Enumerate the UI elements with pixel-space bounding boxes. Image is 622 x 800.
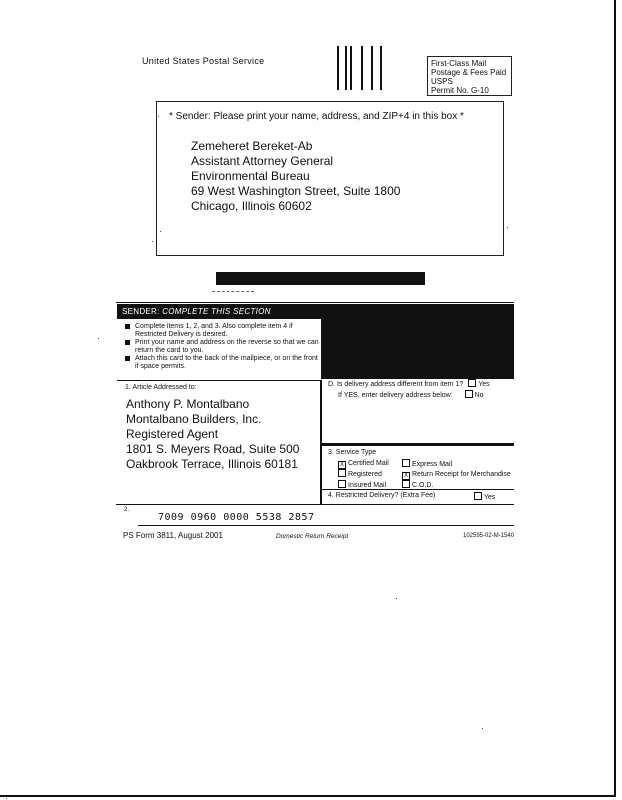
delivery-question-text: D. Is delivery address different from item 1? (328, 381, 464, 388)
registered-label: Registered (348, 471, 382, 478)
divider (117, 380, 321, 381)
express-label: Express Mail (412, 461, 453, 468)
insured-checkbox[interactable] (338, 480, 346, 488)
fold-marks (212, 291, 254, 293)
scan-speck (482, 728, 483, 729)
divider-bold (322, 443, 514, 446)
instruction-item: Attach this card to the back of the mailpiece, or on the front if space permits. (125, 355, 321, 371)
delivery-question (328, 379, 514, 401)
permit-box (427, 56, 512, 96)
delivery-if-yes-row (328, 390, 514, 401)
recipient-line: Registered Agent (126, 427, 219, 441)
return-receipt-checkbox[interactable]: X (403, 473, 408, 479)
restricted-yes-checkbox[interactable] (474, 492, 482, 500)
delivery-section-black (321, 304, 514, 379)
section-header-italic: COMPLETE THIS SECTION (162, 307, 271, 316)
restricted-yes-option (471, 492, 495, 501)
return-receipt-label: Return Receipt for Merchandise (412, 471, 511, 478)
instruction-item: Complete items 1, 2, and 3. Also complete item 4 if Restricted Delivery is desired. (125, 323, 321, 339)
facing-id-mark (335, 46, 383, 90)
article-label: 1. Article Addressed to: (125, 384, 197, 391)
insured-label: Insured Mail (348, 482, 387, 489)
permit-line: USPS (431, 77, 453, 86)
redaction-bar (216, 272, 425, 285)
usps-title: United States Postal Service (142, 56, 265, 66)
no-label: No (474, 392, 484, 399)
yes-label: Yes (478, 381, 490, 388)
form-title: Domestic Return Receipt (276, 533, 349, 540)
article-number: 7009 0960 0000 5538 2857 (158, 512, 315, 523)
recipient-line: 1801 S. Meyers Road, Suite 500 (126, 442, 300, 456)
divider (138, 525, 514, 526)
form-number: PS Form 3811, August 2001 (123, 531, 223, 540)
permit-line: Postage & Fees Paid (431, 68, 507, 77)
divider (116, 504, 514, 505)
sender-address (191, 139, 400, 214)
sender-address-line: Environmental Bureau (191, 169, 310, 183)
instructions-list (125, 323, 321, 371)
sender-address-box (156, 101, 504, 256)
form-code: 102595-02-M-1540 (463, 533, 515, 539)
scan-speck (158, 116, 159, 117)
service-option (338, 469, 402, 480)
divider (322, 489, 514, 490)
certified-checkbox[interactable]: X (339, 462, 344, 468)
instruction-item: Print your name and address on the reverse so that we can return the card to you. (125, 339, 321, 355)
recipient-line: Oakbrook Terrace, Illinois 60181 (126, 457, 298, 471)
article-number-label: 2. (124, 507, 130, 513)
scan-speck (160, 231, 161, 232)
sender-address-line: Chicago, Illinois 60602 (191, 199, 312, 213)
recipient-line: Montalbano Builders, Inc. (126, 412, 262, 426)
service-type-label: 3. Service Type (328, 449, 377, 456)
service-option (338, 459, 402, 469)
sender-address-line: Zemeheret Bereket-Ab (191, 139, 313, 153)
certified-label: Certified Mail (348, 460, 389, 467)
yes-checkbox[interactable] (468, 379, 476, 387)
cod-checkbox[interactable] (402, 480, 410, 488)
express-checkbox[interactable] (402, 459, 410, 467)
restricted-delivery (328, 492, 514, 499)
permit-line: Permit No. G-10 (431, 86, 489, 95)
column-divider (320, 380, 322, 504)
service-option (402, 470, 522, 480)
recipient-line: Anthony P. Montalbano (126, 397, 250, 411)
scan-speck (396, 598, 397, 599)
cod-label: C.O.D. (412, 482, 434, 489)
delivery-question-row (328, 379, 514, 390)
recipient-address (126, 397, 299, 472)
sender-address-line: 69 West Washington Street, Suite 1800 (191, 184, 401, 198)
scan-speck (507, 227, 508, 228)
sender-address-line: Assistant Attorney General (191, 154, 334, 168)
restricted-delivery-text: 4. Restricted Delivery? (Extra Fee) (328, 492, 436, 499)
sender-instruction: * Sender: Please print your name, address, and ZIP+4 in this box * (169, 111, 464, 122)
no-checkbox[interactable] (465, 390, 473, 398)
scan-speck (152, 241, 153, 242)
registered-checkbox[interactable] (338, 469, 346, 477)
delivery-if-yes-text: If YES, enter delivery address below: (338, 392, 453, 399)
scan-speck (98, 338, 99, 339)
section-header-prefix: SENDER: (122, 307, 163, 316)
restricted-yes-label: Yes (484, 494, 496, 501)
section-header (117, 304, 321, 319)
service-option (402, 459, 522, 470)
permit-line: First-Class Mail (431, 59, 487, 68)
scan-speck (6, 798, 7, 799)
